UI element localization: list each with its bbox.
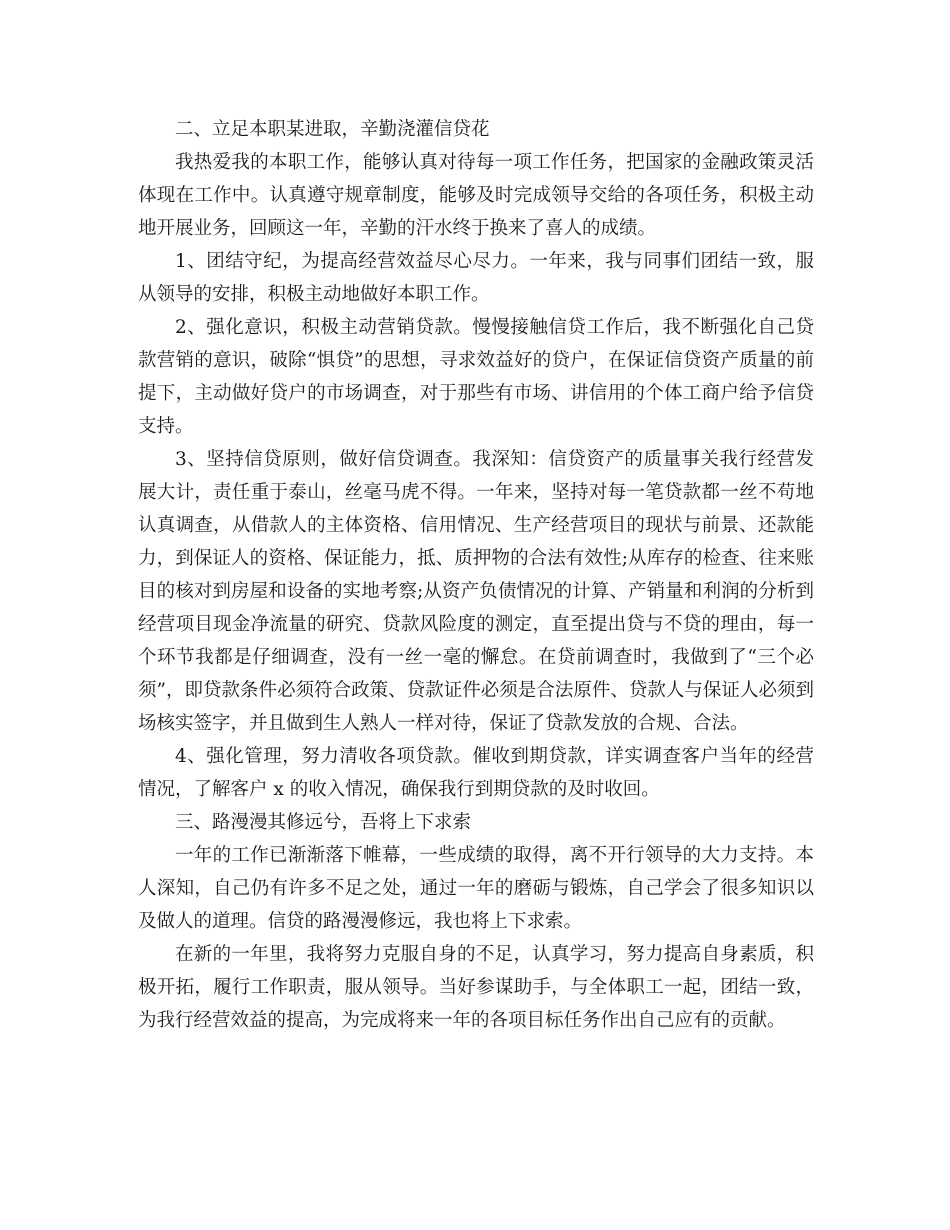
- paragraph-intro: 我热爱我的本职工作，能够认真对待每一项工作任务，把国家的金融政策灵活体现在工作中。认真遵守规章制度，能够及时完成领导交给的各项任务，积极主动地开展业务，回顾这一年，辛勤的汗水终于换来了喜人的成绩。: [138, 152, 814, 239]
- paragraph-outlook: 在新的一年里，我将努力克服自身的不足，认真学习，努力提高自身素质，积极开拓，履行工作职责，服从领导。当好参谋助手，与全体职工一起，团结一致，为我行经营效益的提高，为完成将来一年的各项目标任务作出自己应有的贡献。: [138, 944, 814, 1031]
- paragraph-item-2: 2、强化意识，积极主动营销贷款。慢慢接触信贷工作后，我不断强化自己贷款营销的意识，破除“惧贷”的思想，寻求效益好的贷户，在保证信贷资产质量的前提下，主动做好贷户的市场调查，对于那些有市场、讲信用的个体工商户给予信贷支持。: [138, 317, 814, 437]
- document-page: [138, 113, 814, 1037]
- paragraph-item-4: 4、强化管理，努力清收各项贷款。催收到期贷款，详实调查客户当年的经营情况，了解客户 x 的收入情况，确保我行到期贷款的及时收回。: [138, 746, 814, 800]
- section-heading-2: 二、立足本职某进取，辛勤浇灌信贷花: [175, 119, 490, 140]
- paragraph-item-1: 1、团结守纪，为提高经营效益尽心尽力。一年来，我与同事们团结一致，服从领导的安排，积极主动地做好本职工作。: [138, 251, 814, 305]
- paragraph-item-3: 3、坚持信贷原则，做好信贷调查。我深知：信贷资产的质量事关我行经营发展大计，责任重于泰山，丝毫马虎不得。一年来，坚持对每一笔贷款都一丝不苟地认真调查，从借款人的主体资格、信用情况、生产经营项目的现状与前景、还款能力，到保证人的资格、保证能力，抵、质押物的合法有效性;从库存的检查、往来账目的核对到房屋和设备的实地考察;从资产负债情况的计算、产销量和利润的分析到经营项目现金净流量的研究、贷款风险度的测定，直至提出贷与不贷的理由，每一个环节我都是仔细调查，没有一丝一毫的懈怠。在贷前调查时，我做到了“三个必须”，即贷款条件必须符合政策、贷款证件必须是合法原件、贷款人与保证人必须到场核实签字，并且做到生人熟人一样对待，保证了贷款发放的合规、合法。: [138, 449, 814, 734]
- section-heading-3: 三、路漫漫其修远兮，吾将上下求索: [175, 812, 472, 833]
- paragraph-summary: 一年的工作已渐渐落下帷幕，一些成绩的取得，离不开行领导的大力支持。本人深知，自己仍有许多不足之处，通过一年的磨砺与锻炼，自己学会了很多知识以及做人的道理。信贷的路漫漫修远，我也将上下求索。: [138, 845, 814, 932]
